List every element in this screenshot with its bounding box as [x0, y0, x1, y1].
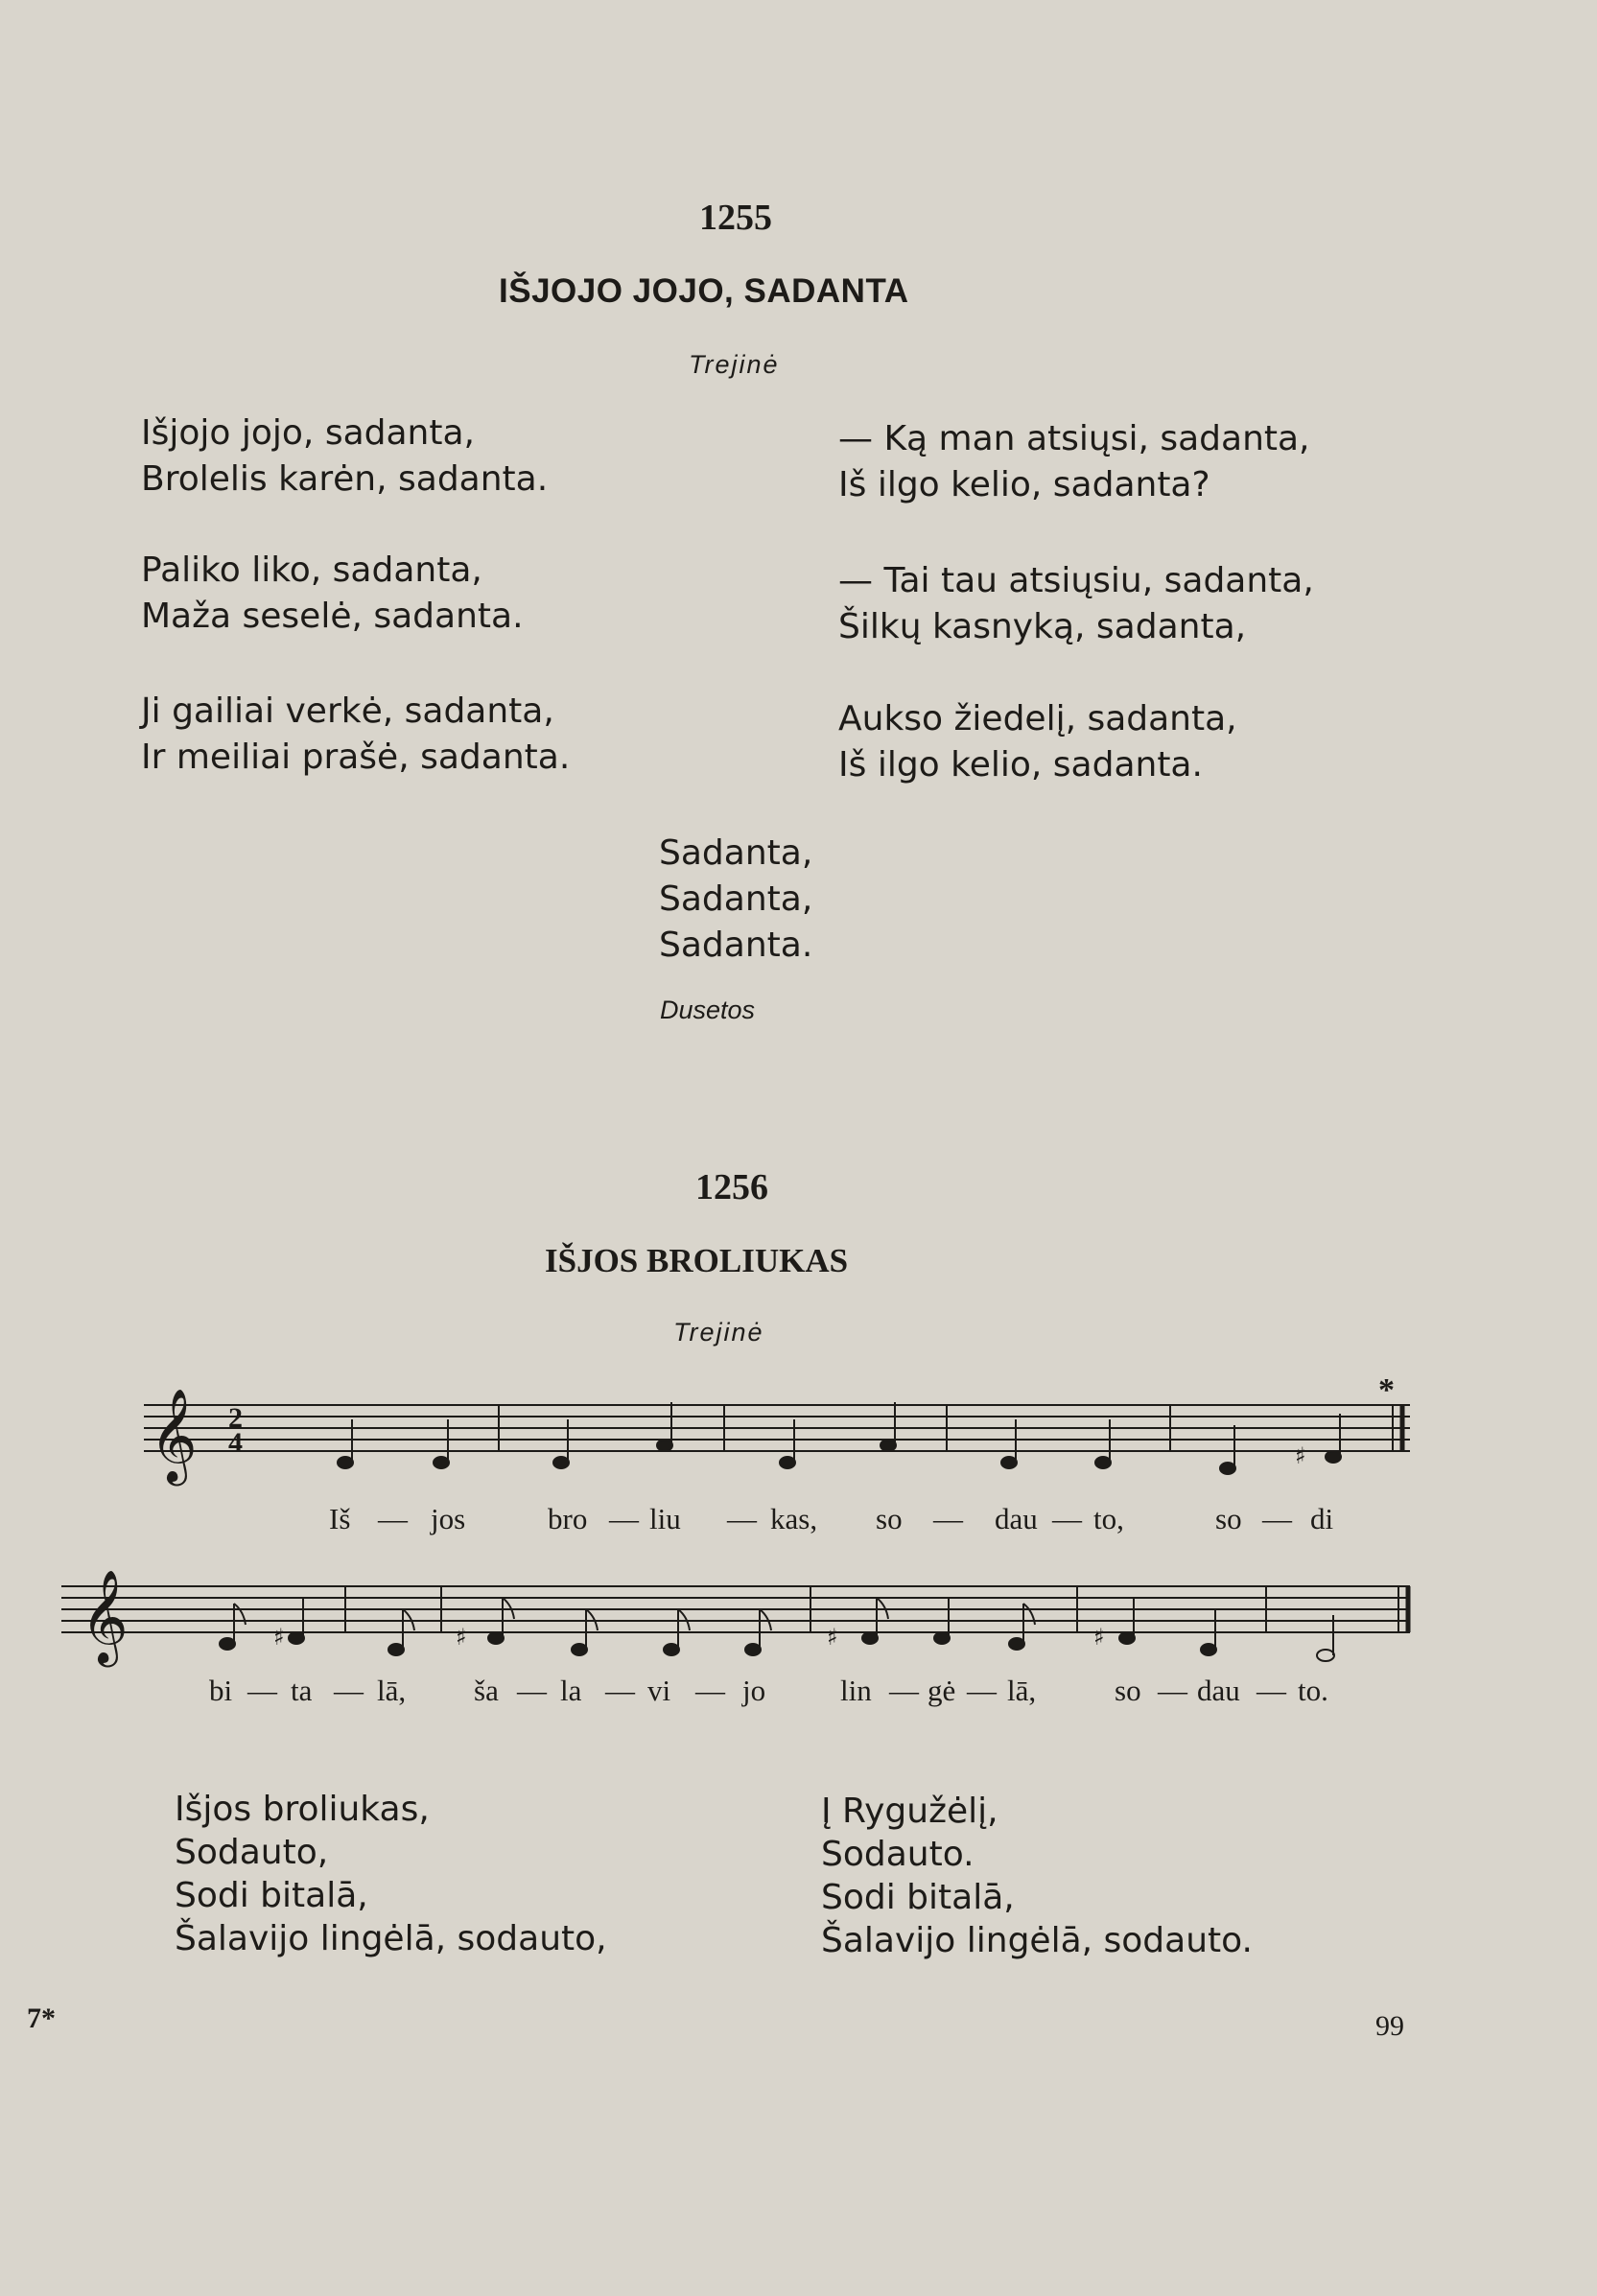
note — [1095, 1457, 1111, 1468]
syllable: lā, — [1007, 1674, 1037, 1707]
syllable-dash: — — [727, 1502, 757, 1535]
verse-line: Maža seselė, sadanta. — [141, 597, 524, 636]
verse-line: Ir meiliai prašė, sadanta. — [141, 738, 571, 777]
sharp-icon: ♯ — [827, 1624, 838, 1651]
syllable: la — [560, 1674, 582, 1707]
verse-line: Ji gailiai verkė, sadanta, — [141, 691, 554, 731]
syllable: so — [1215, 1502, 1242, 1535]
verse-line: Sodauto, — [175, 1833, 329, 1872]
verse-line: Iš ilgo kelio, sadanta. — [838, 745, 1203, 785]
syllable: bro — [548, 1502, 588, 1535]
sharp-icon: ♯ — [456, 1624, 467, 1651]
syllable-dash: — — [1158, 1674, 1187, 1707]
syllable-dash: — — [378, 1502, 408, 1535]
sharp-icon: ♯ — [1093, 1624, 1105, 1651]
note — [934, 1632, 950, 1644]
verse-line: Išjos broliukas, — [175, 1790, 430, 1829]
treble-clef-icon: 𝄞 — [150, 1388, 198, 1482]
verse-line: Paliko liko, sadanta, — [141, 551, 482, 590]
refrain — [659, 831, 812, 969]
song-number: 1255 — [699, 198, 772, 238]
note — [572, 1644, 587, 1655]
note — [1220, 1463, 1235, 1474]
syllable: Iš — [329, 1502, 351, 1535]
verse-line: — Ką man atsiųsi, sadanta, — [838, 419, 1310, 458]
syllable-dash: — — [517, 1674, 547, 1707]
sharp-icon: ♯ — [273, 1624, 285, 1651]
note — [881, 1440, 896, 1451]
note — [664, 1644, 679, 1655]
time-signature-bottom: 4 — [228, 1427, 243, 1459]
syllable: to, — [1093, 1502, 1124, 1535]
verse-line: — Tai tau atsiųsiu, sadanta, — [838, 561, 1314, 600]
refrain-line: Sadanta, — [659, 879, 813, 919]
verse-line: Į Rygužėlį, — [821, 1792, 998, 1831]
note — [1201, 1644, 1216, 1655]
lyrics-line-2 — [0, 1674, 1597, 1712]
syllable-dash: — — [967, 1674, 997, 1707]
syllable-dash: — — [605, 1674, 635, 1707]
left-stanza — [175, 1788, 607, 1960]
sharp-icon: ♯ — [1295, 1442, 1306, 1469]
syllable-dash: — — [889, 1674, 919, 1707]
note — [1119, 1632, 1135, 1644]
right-stanza-1 — [838, 416, 1310, 508]
right-stanza — [821, 1790, 1253, 1962]
verse-line: Sodauto. — [821, 1835, 975, 1874]
note — [553, 1457, 569, 1468]
syllable-dash: — — [1052, 1502, 1082, 1535]
song-title: IŠJOS BROLIUKAS — [545, 1242, 849, 1279]
half-note — [1317, 1650, 1334, 1661]
note — [220, 1638, 235, 1650]
syllable: kas, — [770, 1502, 818, 1535]
music-staff-2 — [58, 1544, 1420, 1678]
syllable: so — [1115, 1674, 1141, 1707]
refrain-line: Sadanta, — [659, 833, 813, 873]
note — [780, 1457, 795, 1468]
syllable: liu — [649, 1502, 681, 1535]
syllable: gė — [928, 1674, 956, 1707]
verse-line: Sodi bitalā, — [821, 1878, 1015, 1917]
syllable: ta — [291, 1674, 313, 1707]
syllable: to. — [1298, 1674, 1328, 1707]
left-stanza-1 — [141, 410, 548, 503]
syllable-dash: — — [1256, 1674, 1286, 1707]
note — [289, 1632, 304, 1644]
syllable: vi — [647, 1674, 671, 1707]
syllable: lā, — [377, 1674, 407, 1707]
treble-clef-icon: 𝄞 — [81, 1569, 129, 1663]
time-signature-top: 2 — [228, 1402, 243, 1434]
song-genre: Trejinė — [689, 350, 780, 379]
music-staff-1 — [144, 1371, 1420, 1506]
note — [388, 1644, 404, 1655]
syllable: jo — [742, 1674, 766, 1707]
note — [657, 1440, 672, 1451]
syllable-dash: — — [1262, 1502, 1292, 1535]
note — [338, 1457, 353, 1468]
syllable: bi — [209, 1674, 233, 1707]
verse-line: Išjojo jojo, sadanta, — [141, 413, 475, 453]
syllable: di — [1310, 1502, 1334, 1535]
verse-line: Brolelis karėn, sadanta. — [141, 459, 549, 499]
syllable: lin — [840, 1674, 872, 1707]
song-number: 1256 — [695, 1167, 768, 1207]
verse-line: Šalavijo lingėlā, sodauto. — [821, 1921, 1253, 1960]
left-stanza-3 — [141, 689, 570, 781]
note — [434, 1457, 449, 1468]
note — [1326, 1451, 1341, 1463]
syllable: ša — [474, 1674, 499, 1707]
refrain-line: Sadanta. — [659, 925, 813, 965]
right-stanza-3 — [838, 696, 1237, 788]
printer-signature: 7* — [27, 2003, 56, 2034]
note — [488, 1632, 504, 1644]
note — [1001, 1457, 1017, 1468]
syllable: dau — [1197, 1674, 1240, 1707]
verse-line: Sodi bitalā, — [175, 1876, 368, 1915]
note — [745, 1644, 761, 1655]
syllable-dash: — — [247, 1674, 277, 1707]
syllable: dau — [995, 1502, 1038, 1535]
syllable-dash: — — [933, 1502, 963, 1535]
note — [862, 1632, 878, 1644]
left-stanza-2 — [141, 548, 524, 640]
verse-line: Iš ilgo kelio, sadanta? — [838, 465, 1210, 504]
verse-line: Aukso žiedelį, sadanta, — [838, 699, 1237, 738]
syllable-dash: — — [334, 1674, 364, 1707]
asterisk-mark: * — [1378, 1372, 1395, 1408]
song-title: IŠJOJO JOJO, SADANTA — [499, 272, 909, 310]
note — [1009, 1638, 1024, 1650]
verse-line: Šilkų kasnyką, sadanta, — [838, 607, 1247, 646]
syllable-dash: — — [609, 1502, 639, 1535]
song-genre: Trejinė — [673, 1318, 764, 1347]
lyrics-line-1 — [0, 1502, 1597, 1540]
place-of-recording: Dusetos — [660, 996, 756, 1024]
verse-line: Šalavijo lingėlā, sodauto, — [175, 1919, 607, 1958]
syllable: jos — [431, 1502, 466, 1535]
syllable: so — [876, 1502, 903, 1535]
right-stanza-2 — [838, 558, 1314, 650]
syllable-dash: — — [695, 1674, 725, 1707]
page-number: 99 — [1375, 2010, 1404, 2042]
